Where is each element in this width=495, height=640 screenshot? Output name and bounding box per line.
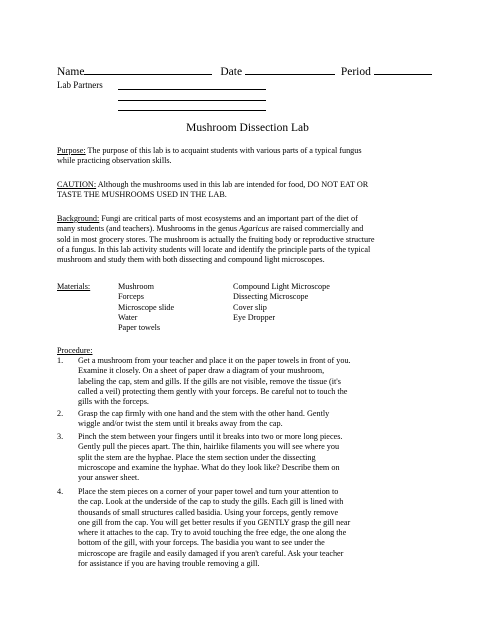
caution-section [57, 180, 447, 201]
step-line: Examine it closely. On a sheet of paper draw a diagram of your mushroom, [78, 366, 325, 376]
lab-partner-line-1[interactable] [118, 89, 266, 90]
material-item: Eye Dropper [233, 312, 276, 322]
name-label: Name [57, 66, 85, 78]
step-line: labeling the cap, stem and gills. If the gills are not visible, remove the tissue (it's [78, 376, 341, 386]
page-title: Mushroom Dissection Lab [186, 122, 309, 134]
procedure-label: Procedure: [57, 346, 93, 355]
step-line: where it attaches to the cap. Try to avoid touching the free edge, the one along the [78, 528, 347, 538]
caution-label: CAUTION: [57, 180, 97, 189]
background-line-4: of a fungus. In this lab activity students will locate and identify the principle parts of the typical [57, 244, 371, 254]
step-line: Gently pull the pieces apart. The thin, hairlike filaments you will see where you [78, 442, 340, 452]
step-line: Grasp the cap firmly with one hand and the stem with the other hand. Gently [78, 409, 330, 418]
material-item: Dissecting Microscope [233, 292, 309, 302]
step-number: 4. [57, 487, 64, 496]
lab-partner-line-2[interactable] [118, 100, 266, 101]
material-item: Paper towels [118, 323, 161, 333]
step-number: 3. [57, 432, 64, 441]
step-line: wiggle and/or twist the stem until it breaks away from the cap. [78, 419, 283, 429]
name-blank[interactable] [84, 64, 212, 75]
purpose-label: Purpose: [57, 146, 86, 155]
step-line: microscope are fragile and easily damaged if you aren't careful. Ask your teacher [78, 548, 344, 558]
background-line-1: Fungi are critical parts of most ecosystems and an important part of the diet of [99, 214, 358, 223]
background-section [57, 214, 447, 265]
step-line: the cap. Look at the underside of the cap to study the gills. Each gill is lined with [78, 497, 344, 507]
background-line-5: mushroom and study them with both dissecting and compound light microscopes. [57, 255, 325, 265]
material-item: Forceps [118, 292, 144, 302]
materials-label: Materials: [57, 282, 91, 291]
step-line: thousands of small structures called basidia. Using your forceps, gently remove [78, 507, 339, 517]
material-item: Compound Light Microscope [233, 282, 330, 291]
step-line: Pinch the stem between your fingers until it breaks into two or more long pieces. [78, 432, 343, 441]
step-line: Place the stem pieces on a corner of your paper towel and turn your attention to [78, 487, 339, 496]
caution-line-2: TASTE THE MUSHROOMS USED IN THE LAB. [57, 190, 227, 200]
material-item: Cover slip [233, 302, 267, 312]
step-line: Get a mushroom from your teacher and place it on the paper towels in front of you. [78, 356, 351, 365]
purpose-line-1: The purpose of this lab is to acquaint students with various parts of a typical fungus [85, 146, 362, 155]
step-line: split the stem are the hyphae. Place the stem section under the dissecting [78, 452, 316, 462]
step-number: 2. [57, 409, 64, 418]
lab-partner-line-3[interactable] [118, 110, 266, 111]
background-line-3: sold in most grocery stores. The mushroom is actually the fruiting body or reproductive structure [57, 234, 375, 244]
step-line: one gill from the cap. You will get better results if you GENTLY grasp the gill near [78, 517, 351, 527]
purpose-line-2: while practicing observation skills. [57, 156, 172, 166]
caution-line-1: Although the mushrooms used in this lab are intended for food, DO NOT EAT OR [96, 180, 369, 189]
date-blank[interactable] [245, 64, 335, 75]
material-item: Microscope slide [118, 302, 175, 312]
step-line: for assistance if you are having trouble removing a gill. [78, 559, 260, 569]
step-line: microscope and examine the hyphae. What do they look like? Describe them on [78, 462, 340, 472]
material-item: Water [118, 312, 138, 322]
background-line-2-tail: are raised commercially and [268, 224, 364, 234]
period-label: Period [340, 66, 371, 78]
materials-col-1 [118, 282, 174, 333]
materials-col-2 [233, 282, 330, 323]
material-item: Mushroom [118, 282, 154, 291]
background-line-2: many students (and teachers). Mushrooms in the genus [57, 224, 240, 234]
background-label: Background: [57, 214, 100, 223]
lab-partners-label: Lab Partners [57, 80, 103, 90]
period-blank[interactable] [374, 64, 432, 75]
step-number: 1. [57, 356, 64, 365]
step-line: bottom of the gill, with your forceps. The basidia you want to see under the [78, 538, 325, 548]
step-line: your answer sheet. [78, 473, 140, 483]
date-label: Date [220, 66, 243, 78]
name-row [57, 64, 432, 79]
genus-name: Agaricus [239, 224, 269, 234]
purpose-section [57, 146, 447, 167]
step-line: called a veil) protecting them gently with your forceps. Be careful not to touch the [78, 386, 348, 396]
step-line: gills with the forceps. [78, 397, 149, 407]
